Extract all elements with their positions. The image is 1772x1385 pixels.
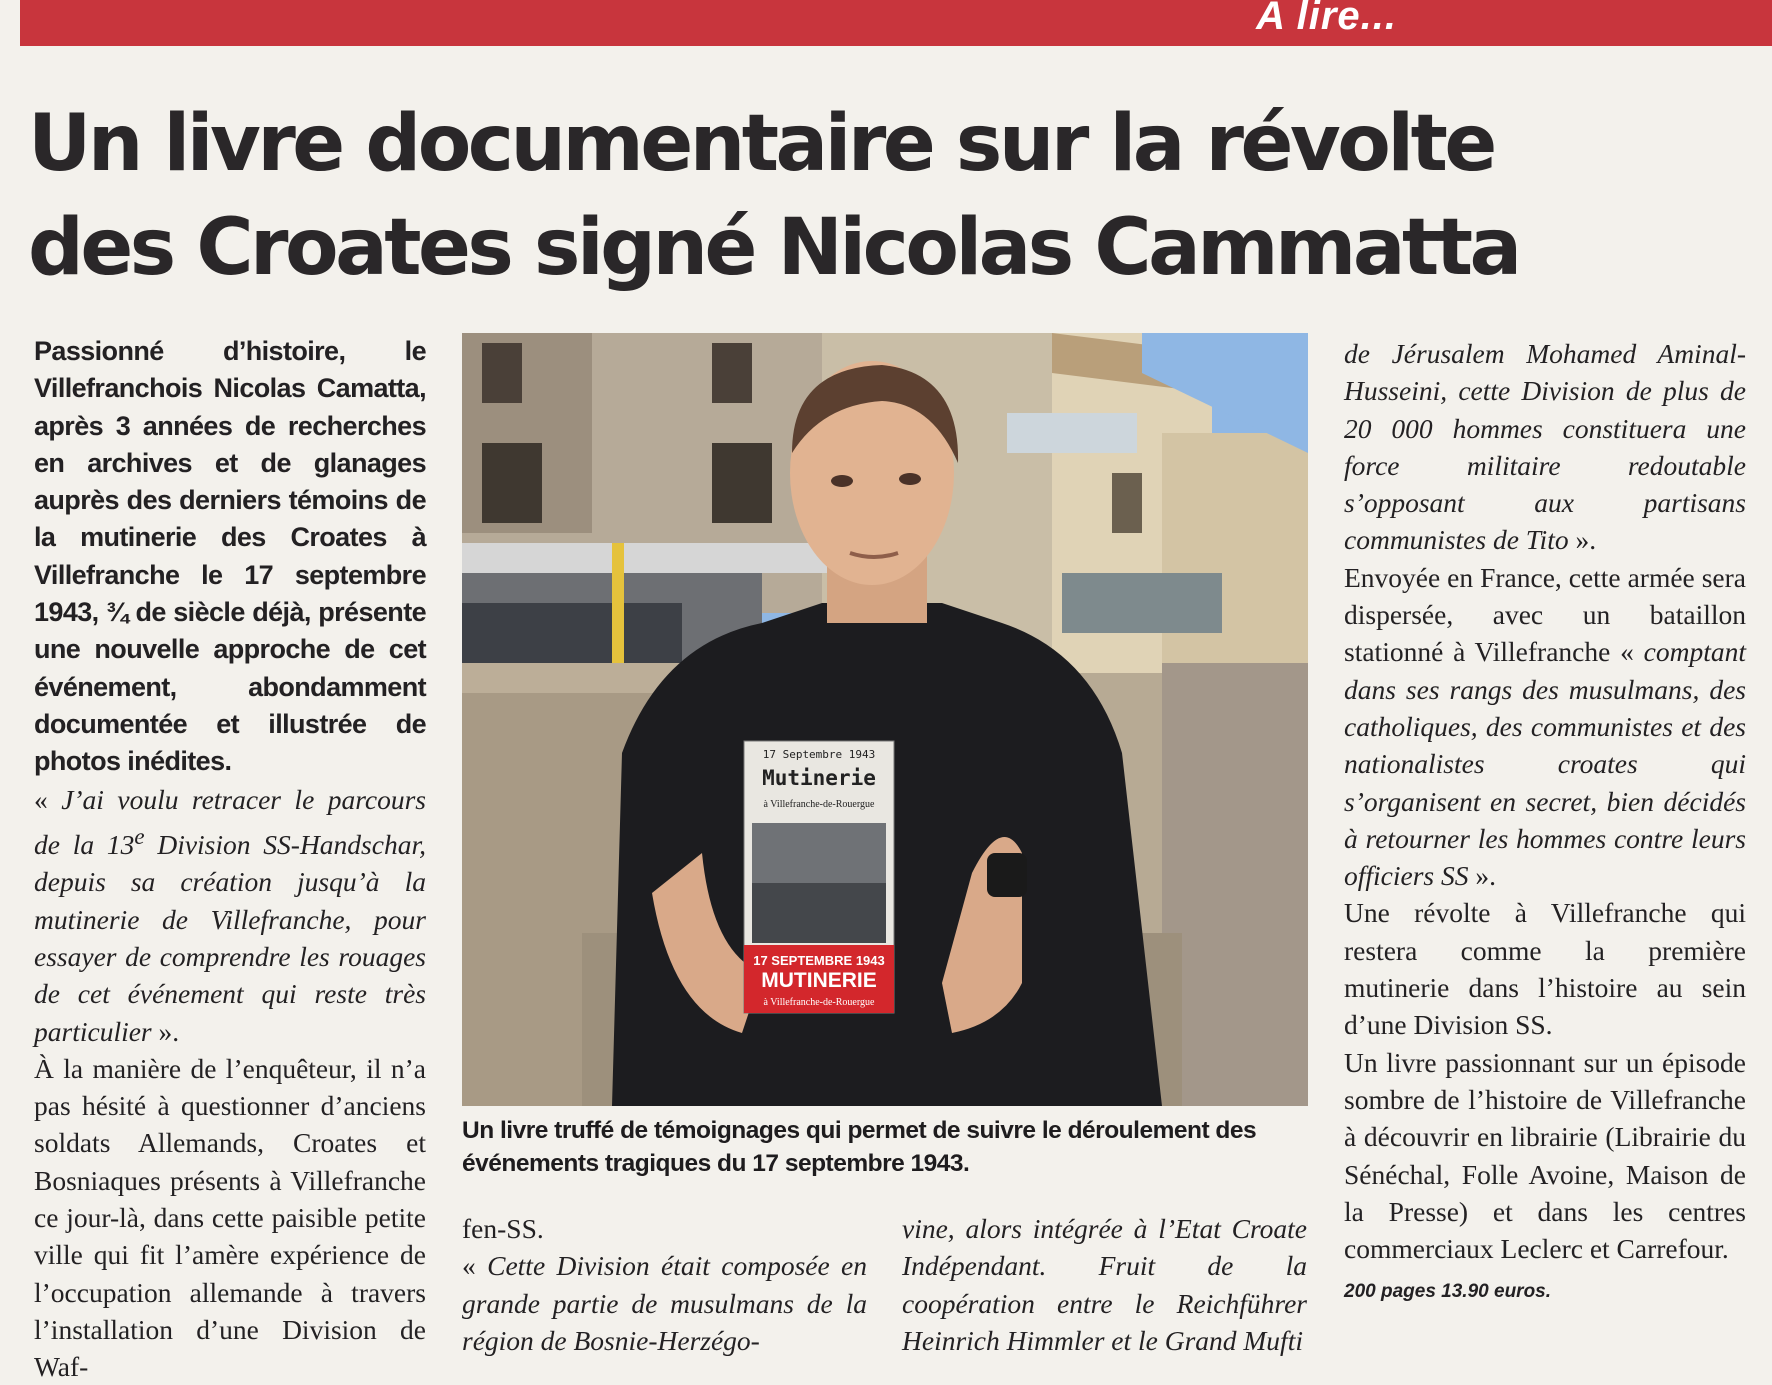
article-column-1 — [34, 333, 426, 1385]
article-intro: Passionné d’histoire, le Villefranchois Nicolas Camatta, après 3 années de recherches en archives et de glanages auprès des derniers témoins de la mutinerie des Croates à Villefranche le 17 septembre 1943, ¾ de siècle déjà, présente une nouvelle approche de cet événement, abondamment documentée et illustrée de photos inédites. — [34, 336, 426, 777]
photo-illustration — [462, 333, 1308, 1106]
headline-line-1: Un livre documentaire sur la révolte — [28, 99, 1494, 189]
section-label: A lire... — [1256, 0, 1397, 38]
svg-text:MUTINERIE: MUTINERIE — [761, 969, 877, 992]
article-column-2 — [462, 1210, 867, 1359]
article-photo — [462, 333, 1308, 1106]
article-paragraph-army: Envoyée en France, cette armée sera dispersée, avec un bataillon stationné à Villefranche « comptant dans ses rangs des musulmans, des catholiques, des communistes et des nationalistes croates qui s’organisent en secret, bien décidés à retourner les hommes contre leurs officiers SS ». — [1344, 561, 1746, 892]
division-quote-part-3: de Jérusalem Mohamed Aminal-Husseini, cette Division de plus de 20 000 hommes constituera une force militaire redoutable s’opposant aux partisans communistes de Tito ». — [1344, 338, 1746, 556]
svg-text:17 SEPTEMBRE 1943: 17 SEPTEMBRE 1943 — [753, 953, 885, 968]
book-cover — [744, 741, 894, 1013]
article-continuation: fen-SS. — [462, 1213, 544, 1244]
article-paragraph: À la manière de l’enquêteur, il n’a pas hésité à questionner d’anciens soldats Allemands, Croates et Bosniaques présents à Villefranche ce jour-là, dans cette paisible petite ville qui fit l’amère expérience de l’occupation allemande à travers l’installation d’une Division de Waf- — [34, 1052, 426, 1383]
svg-text:Mutinerie: Mutinerie — [762, 766, 876, 790]
headline — [28, 92, 1528, 300]
article-column-3 — [902, 1210, 1307, 1359]
article-paragraph-bookshops: Un livre passionnant sur un épisode sombre de l’histoire de Villefranche à découvrir en librairie (Librairie du Sénéchal, Folle Avoine, Maison de la Presse) et dans les centres commerciaux Leclerc et Carrefour. — [1344, 1046, 1746, 1265]
headline-line-2: des Croates signé Nicolas Cammatta — [28, 203, 1519, 293]
book-price: 200 pages 13.90 euros. — [1344, 1281, 1552, 1303]
article-paragraph-revolt: Une révolte à Villefranche qui restera comme la première mutinerie dans l’histoire au sein d’une Division SS. — [1344, 897, 1746, 1041]
division-quote-part-1: « Cette Division était composée en grande partie de musulmans de la région de Bosnie-Herzégo- — [462, 1250, 867, 1356]
photo-caption: Un livre truffé de témoignages qui permet de suivre le déroulement des événements tragiques du 17 septembre 1943. — [462, 1117, 1257, 1177]
svg-text:17 Septembre 1943: 17 Septembre 1943 — [762, 748, 876, 761]
svg-text:à Villefranche-de-Rouergue: à Villefranche-de-Rouergue — [763, 799, 875, 810]
svg-text:à Villefranche-de-Rouergue: à Villefranche-de-Rouergue — [763, 997, 875, 1008]
article-column-4 — [1344, 335, 1746, 1311]
division-quote-part-2: vine, alors intégrée à l’Etat Croate Indépendant. Fruit de la coopération entre le Reichführer Heinrich Himmler et le Grand Mufti — [902, 1213, 1307, 1356]
section-banner — [20, 0, 1772, 46]
author-quote: « J’ai voulu retracer le parcours de la 13e Division SS-Handschar, depuis sa création jusqu’à la mutinerie de Villefranche, pour essayer de comprendre les rouages de cet événement qui reste très particulier ». — [34, 783, 426, 1047]
